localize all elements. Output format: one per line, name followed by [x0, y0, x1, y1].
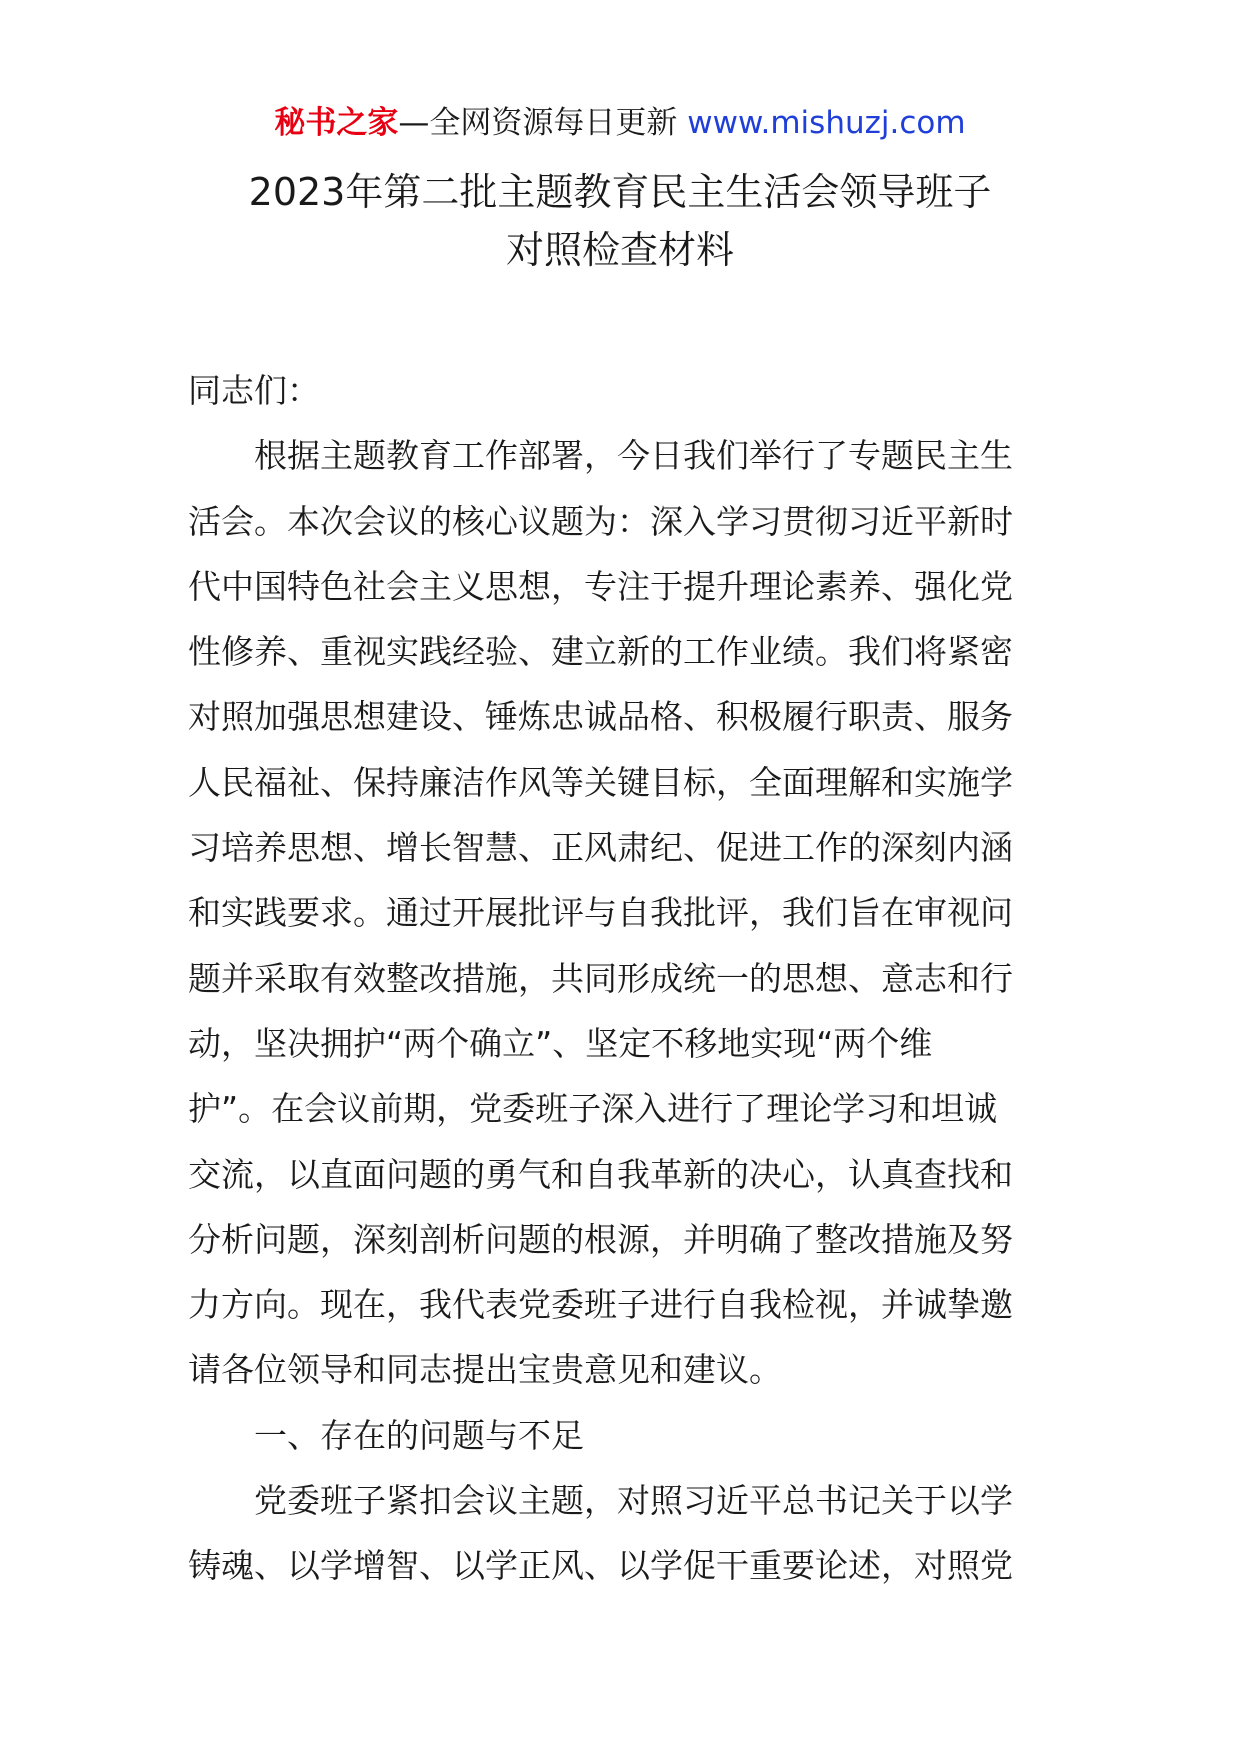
paragraph-line: 和实践要求。通过开展批评与自我批评，我们旨在审视问 [188, 893, 1013, 933]
paragraph-line: 根据主题教育工作部署，今日我们举行了专题民主生 [254, 436, 1013, 476]
paragraph-line: 交流，以直面问题的勇气和自我革新的决心，认真查找和 [188, 1154, 1013, 1194]
paragraph-line: 铸魂、以学增智、以学正风、以学促干重要论述，对照党 [188, 1546, 1013, 1586]
paragraph-line: 性修养、重视实践经验、建立新的工作业绩。我们将紧密 [188, 632, 1013, 672]
paragraph-line: 活会。本次会议的核心议题为：深入学习贯彻习近平新时 [188, 501, 1013, 541]
paragraph-line: 对照加强思想建设、锤炼忠诚品格、积极履行职责、服务 [188, 697, 1013, 737]
document-body [188, 358, 1054, 1599]
paragraph-line: 党委班子紧扣会议主题，对照习近平总书记关于以学 [254, 1481, 1013, 1521]
site-tagline: —全网资源每日更新 [398, 105, 688, 141]
paragraph-line: 请各位领导和同志提出宝贵意见和建议。 [188, 1350, 782, 1390]
brand-name: 秘书之家 [274, 105, 399, 141]
paragraph-line: 人民福祉、保持廉洁作风等关键目标，全面理解和实施学 [188, 762, 1013, 802]
paragraph-line: 题并采取有效整改措施，共同形成统一的思想、意志和行 [188, 958, 1013, 998]
title-line-2: 对照检查材料 [505, 228, 734, 272]
paragraph-line: 动，坚决拥护“两个确立”、坚定不移地实现“两个维 [188, 1023, 933, 1063]
site-url-link[interactable]: www.mishuzj.com [687, 105, 966, 141]
paragraph-line: 分析问题，深刻剖析问题的根源，并明确了整改措施及努 [188, 1219, 1013, 1259]
title-line-1: 2023年第二批主题教育民主生活会领导班子 [248, 170, 992, 214]
paragraph-line: 习培养思想、增长智慧、正风肃纪、促进工作的深刻内涵 [188, 828, 1013, 868]
site-header [0, 100, 1240, 146]
paragraph-line: 护”。在会议前期，党委班子深入进行了理论学习和坦诚 [188, 1089, 998, 1129]
document-title [0, 163, 1240, 279]
salutation: 同志们： [188, 371, 320, 410]
paragraph-line: 代中国特色社会主义思想，专注于提升理论素养、强化党 [188, 566, 1013, 606]
paragraph-line: 力方向。现在，我代表党委班子进行自我检视，并诚挚邀 [188, 1285, 1013, 1325]
section-heading: 一、存在的问题与不足 [254, 1415, 584, 1455]
